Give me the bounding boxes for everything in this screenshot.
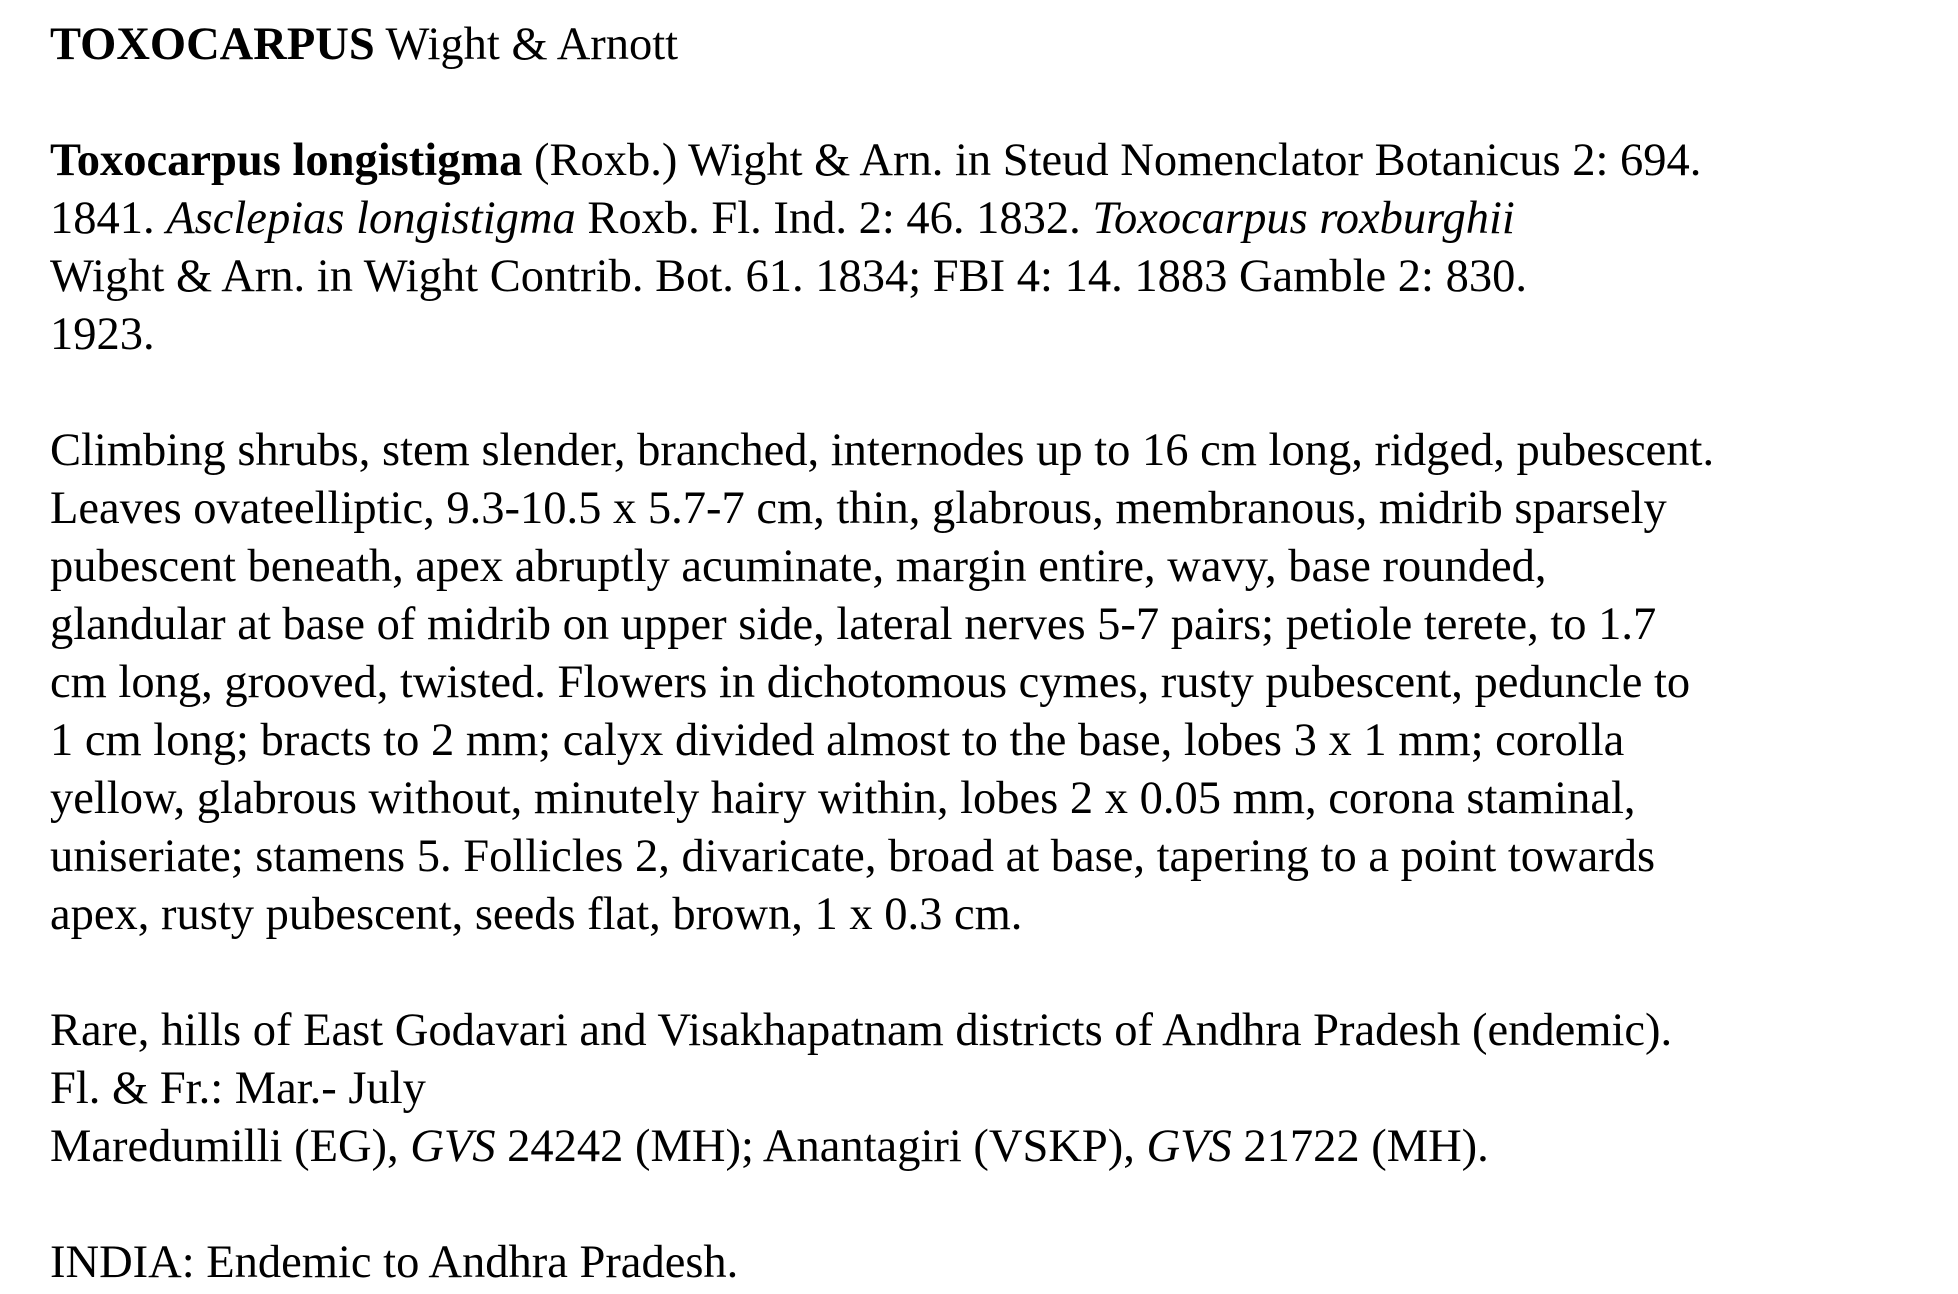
document-page	[50, 16, 1930, 1292]
description-line: uniseriate; stamens 5. Follicles 2, divaricate, broad at base, tapering to a point towards	[50, 831, 1656, 882]
nomenclature-line-4: 1923.	[50, 309, 155, 360]
description-line: pubescent beneath, apex abruptly acuminate, margin entire, wavy, base rounded,	[50, 541, 1547, 592]
genus-heading	[50, 16, 1930, 74]
spacer	[50, 364, 1930, 422]
description-line: yellow, glabrous without, minutely hairy within, lobes 2 x 0.05 mm, corona staminal,	[50, 773, 1636, 824]
genus-author: Wight & Arnott	[374, 19, 679, 70]
genus-name: TOXOCARPUS	[50, 19, 375, 70]
description-line: 1 cm long; bracts to 2 mm; calyx divided almost to the base, lobes 3 x 1 mm; corolla	[50, 715, 1625, 766]
description-line: Leaves ovateelliptic, 9.3-10.5 x 5.7-7 cm, thin, glabrous, membranous, midrib sparsely	[50, 483, 1667, 534]
collector-1: GVS	[410, 1121, 496, 1172]
description-line: glandular at base of midrib on upper side, lateral nerves 5-7 pairs; petiole terete, to 1.7	[50, 599, 1657, 650]
range-statement: INDIA: Endemic to Andhra Pradesh.	[50, 1237, 739, 1288]
synonym-1: Asclepias longistigma	[166, 193, 576, 244]
species-name: Toxocarpus longistigma	[50, 135, 523, 186]
distribution-block	[50, 1002, 1930, 1176]
nomenclature-line-3: Wight & Arn. in Wight Contrib. Bot. 61. 1834; FBI 4: 14. 1883 Gamble 2: 830.	[50, 251, 1527, 302]
distribution-line: Rare, hills of East Godavari and Visakhapatnam districts of Andhra Pradesh (endemic).	[50, 1005, 1673, 1056]
spacer	[50, 74, 1930, 132]
specimen-number-1: 24242 (MH); Anantagiri (VSKP),	[495, 1121, 1147, 1172]
synonym-2: Toxocarpus roxburghii	[1092, 193, 1515, 244]
description-line: apex, rusty pubescent, seeds flat, brown, 1 x 0.3 cm.	[50, 889, 1023, 940]
species-citation: (Roxb.) Wight & Arn. in Steud Nomenclator Botanicus 2: 694.	[522, 135, 1702, 186]
nomenclature-line-1	[50, 132, 1930, 190]
spacer	[50, 944, 1930, 1002]
citation-year: 1841.	[50, 193, 167, 244]
phenology-line: Fl. & Fr.: Mar.- July	[50, 1063, 426, 1114]
nomenclature-line-2	[50, 190, 1930, 248]
synonym-1-citation: Roxb. Fl. Ind. 2: 46. 1832.	[575, 193, 1093, 244]
collector-2: GVS	[1146, 1121, 1232, 1172]
spacer	[50, 1176, 1930, 1234]
description-line: Climbing shrubs, stem slender, branched, internodes up to 16 cm long, ridged, pubescent.	[50, 425, 1715, 476]
description-block	[50, 422, 1930, 944]
description-line: cm long, grooved, twisted. Flowers in dichotomous cymes, rusty pubescent, peduncle to	[50, 657, 1691, 708]
specimen-locality-1: Maredumilli (EG),	[50, 1121, 411, 1172]
specimens-line	[50, 1118, 1930, 1176]
nomenclature-block	[50, 132, 1930, 364]
specimen-number-2: 21722 (MH).	[1231, 1121, 1489, 1172]
